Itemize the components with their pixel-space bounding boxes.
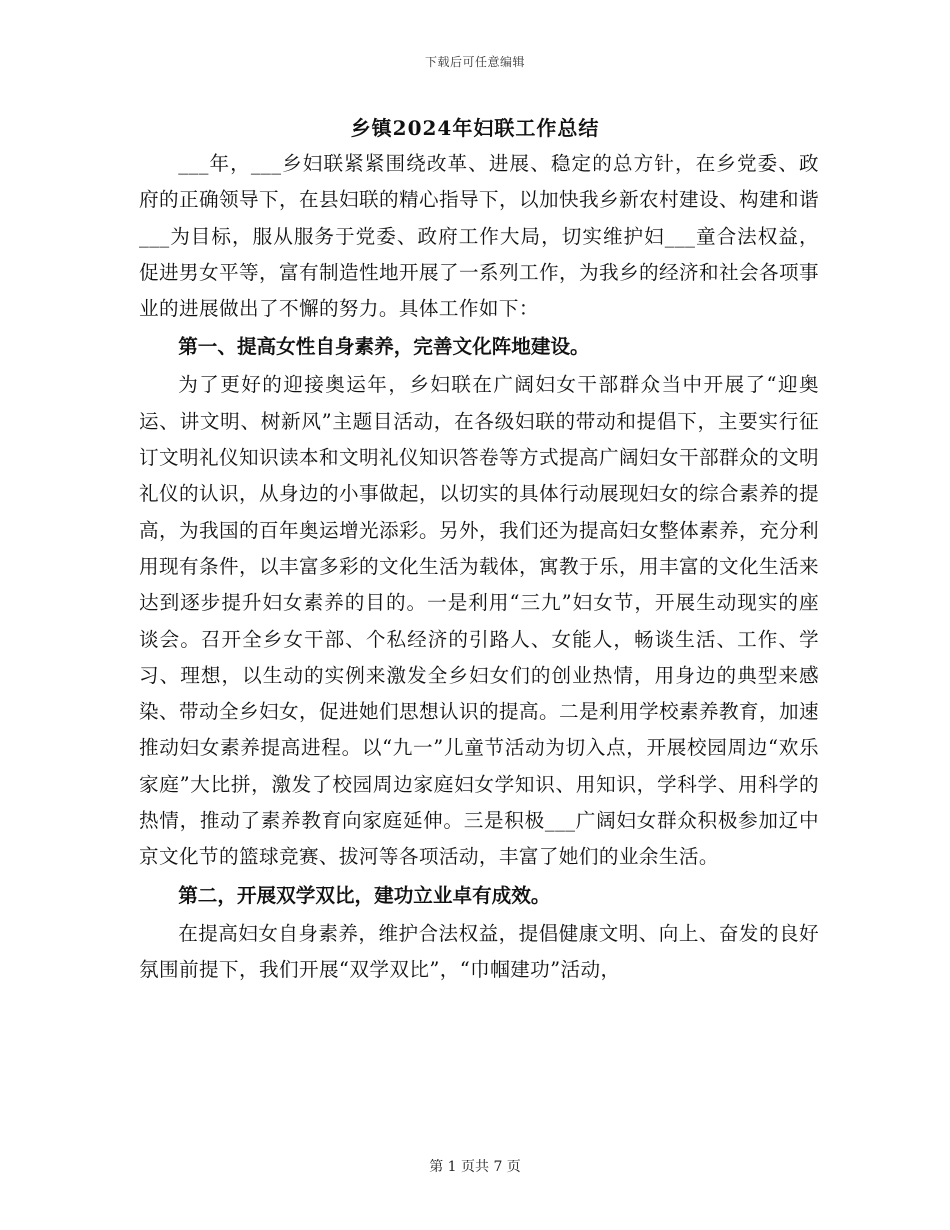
document-title: 乡镇2024年妇联工作总结: [350, 116, 600, 140]
section-1-paragraph: 为了更好的迎接奥运年，乡妇联在广阔妇女干部群众当中开展了“迎奥运、讲文明、树新风”主题目活动，在各级妇联的带动和提倡下，主要实行征订文明礼仪知识读本和文明礼仪知识答卷等方式提高广阔妇女干部群众的文明礼仪的认识，从身边的小事做起，以切实的具体行动展现妇女的综合素养的提高，为我国的百年奥运增光添彩。另外，我们还为提高妇女整体素养，充分利用现有条件，以丰富多彩的文化生活为载体，寓教于乐，用丰富的文化生活来达到逐步提升妇女素养的目的。一是利用“三九”妇女节，开展生动现实的座谈会。召开全乡女干部、个私经济的引路人、女能人，畅谈生活、工作、学习、理想，以生动的实例来激发全乡妇女们的创业热情，用身边的典型来感染、带动全乡妇女，促进她们思想认识的提高。二是利用学校素养教育，加速推动妇女素养提高进程。以“九一”儿童节活动为切入点，开展校园周边“欢乐家庭”大比拼，激发了校园周边家庭妇女学知识、用知识，学科学、用科学的热情，推动了素养教育向家庭延伸。三是积极___广阔妇女群众积极参加辽中京文化节的篮球竞赛、拔河等各项活动，丰富了她们的业余生活。: [139, 373, 819, 869]
intro-paragraph: ___年，___乡妇联紧紧围绕改革、进展、稳定的总方针，在乡党委、政府的正确领导下，在县妇联的精心指导下，以加快我乡新农村建设、构建和谐___为目标，服从服务于党委、政府工作大局，切实维护妇___童合法权益，促进男女平等，富有制造性地开展了一系列工作，为我乡的经济和社会各项事业的进展做出了不懈的努力。具体工作如下：: [139, 152, 819, 321]
header-note: 下载后可任意编辑: [424, 55, 525, 69]
document-body: [139, 146, 819, 988]
section-2-heading: 第二，开展双学双比，建功立业卓有成效。: [178, 883, 551, 907]
section-1-heading: 第一、提高女性自身素养，完善文化阵地建设。: [178, 335, 590, 359]
page-number: 第 1 页共 7 页: [429, 1159, 521, 1175]
section-2-paragraph: 在提高妇女自身素养，维护合法权益，提倡健康文明、向上、奋发的良好氛围前提下，我们开展“双学双比”，“巾帼建功”活动，: [139, 921, 819, 981]
